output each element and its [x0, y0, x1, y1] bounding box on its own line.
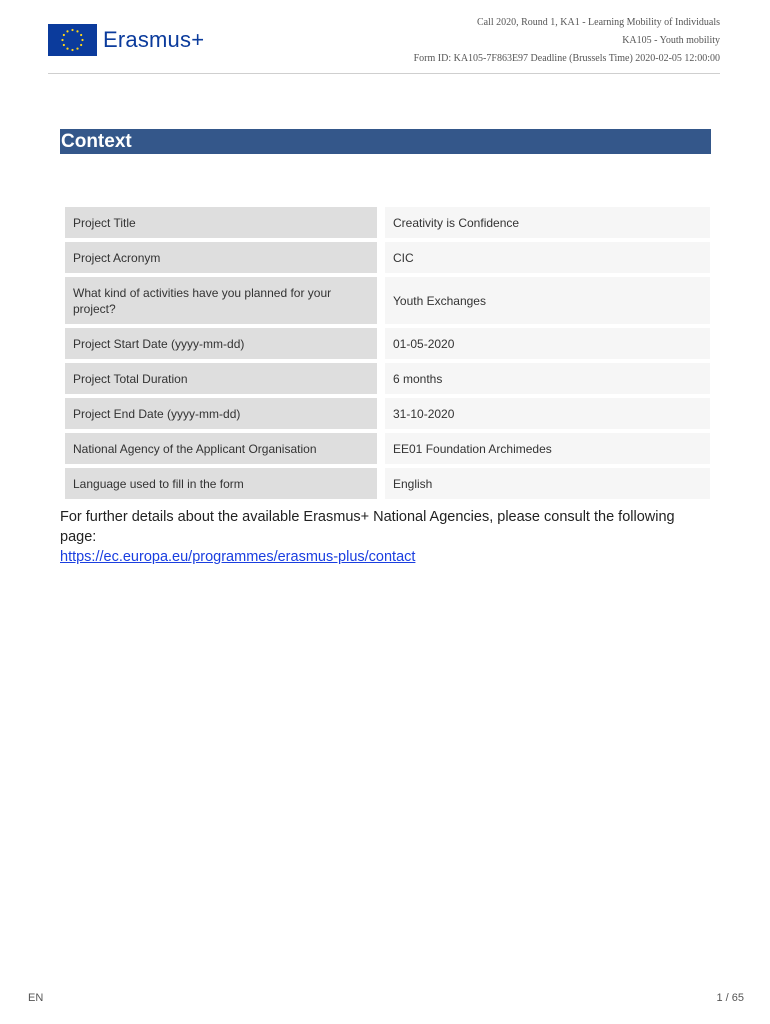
- meta-action: KA105 - Youth mobility: [622, 35, 720, 46]
- row-value: 31-10-2020: [385, 398, 710, 429]
- row-label: Project Acronym: [65, 242, 377, 273]
- section-title: Context: [60, 129, 711, 154]
- table-row: [65, 363, 710, 394]
- header-divider: [48, 73, 720, 74]
- page-header: [0, 0, 770, 80]
- table-row: [65, 468, 710, 499]
- table-row: [65, 328, 710, 359]
- table-row: [65, 433, 710, 464]
- form-meta: [414, 14, 720, 68]
- meta-form-id: Form ID: KA105-7F863E97 Deadline (Brussels Time) 2020-02-05 12:00:00: [413, 53, 720, 64]
- row-label: National Agency of the Applicant Organisation: [65, 433, 377, 464]
- erasmus-logo: [48, 24, 204, 56]
- meta-call: Call 2020, Round 1, KA1 - Learning Mobility of Individuals: [476, 17, 720, 28]
- row-value: Youth Exchanges: [385, 277, 710, 324]
- row-label: Project Total Duration: [65, 363, 377, 394]
- row-label: Project Title: [65, 207, 377, 238]
- table-row: [65, 398, 710, 429]
- footer-language: EN: [28, 992, 44, 1004]
- row-value: CIC: [385, 242, 710, 273]
- note-text: For further details about the available Erasmus+ National Agencies, please consult the following page:: [60, 509, 675, 545]
- table-row: [65, 207, 710, 238]
- row-value: 01-05-2020: [385, 328, 710, 359]
- national-agencies-link[interactable]: https://ec.europa.eu/programmes/erasmus-plus/contact: [60, 549, 416, 565]
- further-details-note: [60, 507, 700, 567]
- table-row: [65, 242, 710, 273]
- row-label: Language used to fill in the form: [65, 468, 377, 499]
- context-table: [65, 207, 710, 503]
- row-value: EE01 Foundation Archimedes: [385, 433, 710, 464]
- table-row: [65, 277, 710, 324]
- row-value: 6 months: [385, 363, 710, 394]
- page-number: 1 / 65: [716, 992, 744, 1004]
- row-value: Creativity is Confidence: [385, 207, 710, 238]
- row-label: What kind of activities have you planned for your project?: [65, 277, 377, 324]
- logo-text: Erasmus+: [103, 27, 205, 52]
- row-label: Project Start Date (yyyy-mm-dd): [65, 328, 377, 359]
- eu-flag-icon: [48, 24, 97, 56]
- row-label: Project End Date (yyyy-mm-dd): [65, 398, 377, 429]
- row-value: English: [385, 468, 710, 499]
